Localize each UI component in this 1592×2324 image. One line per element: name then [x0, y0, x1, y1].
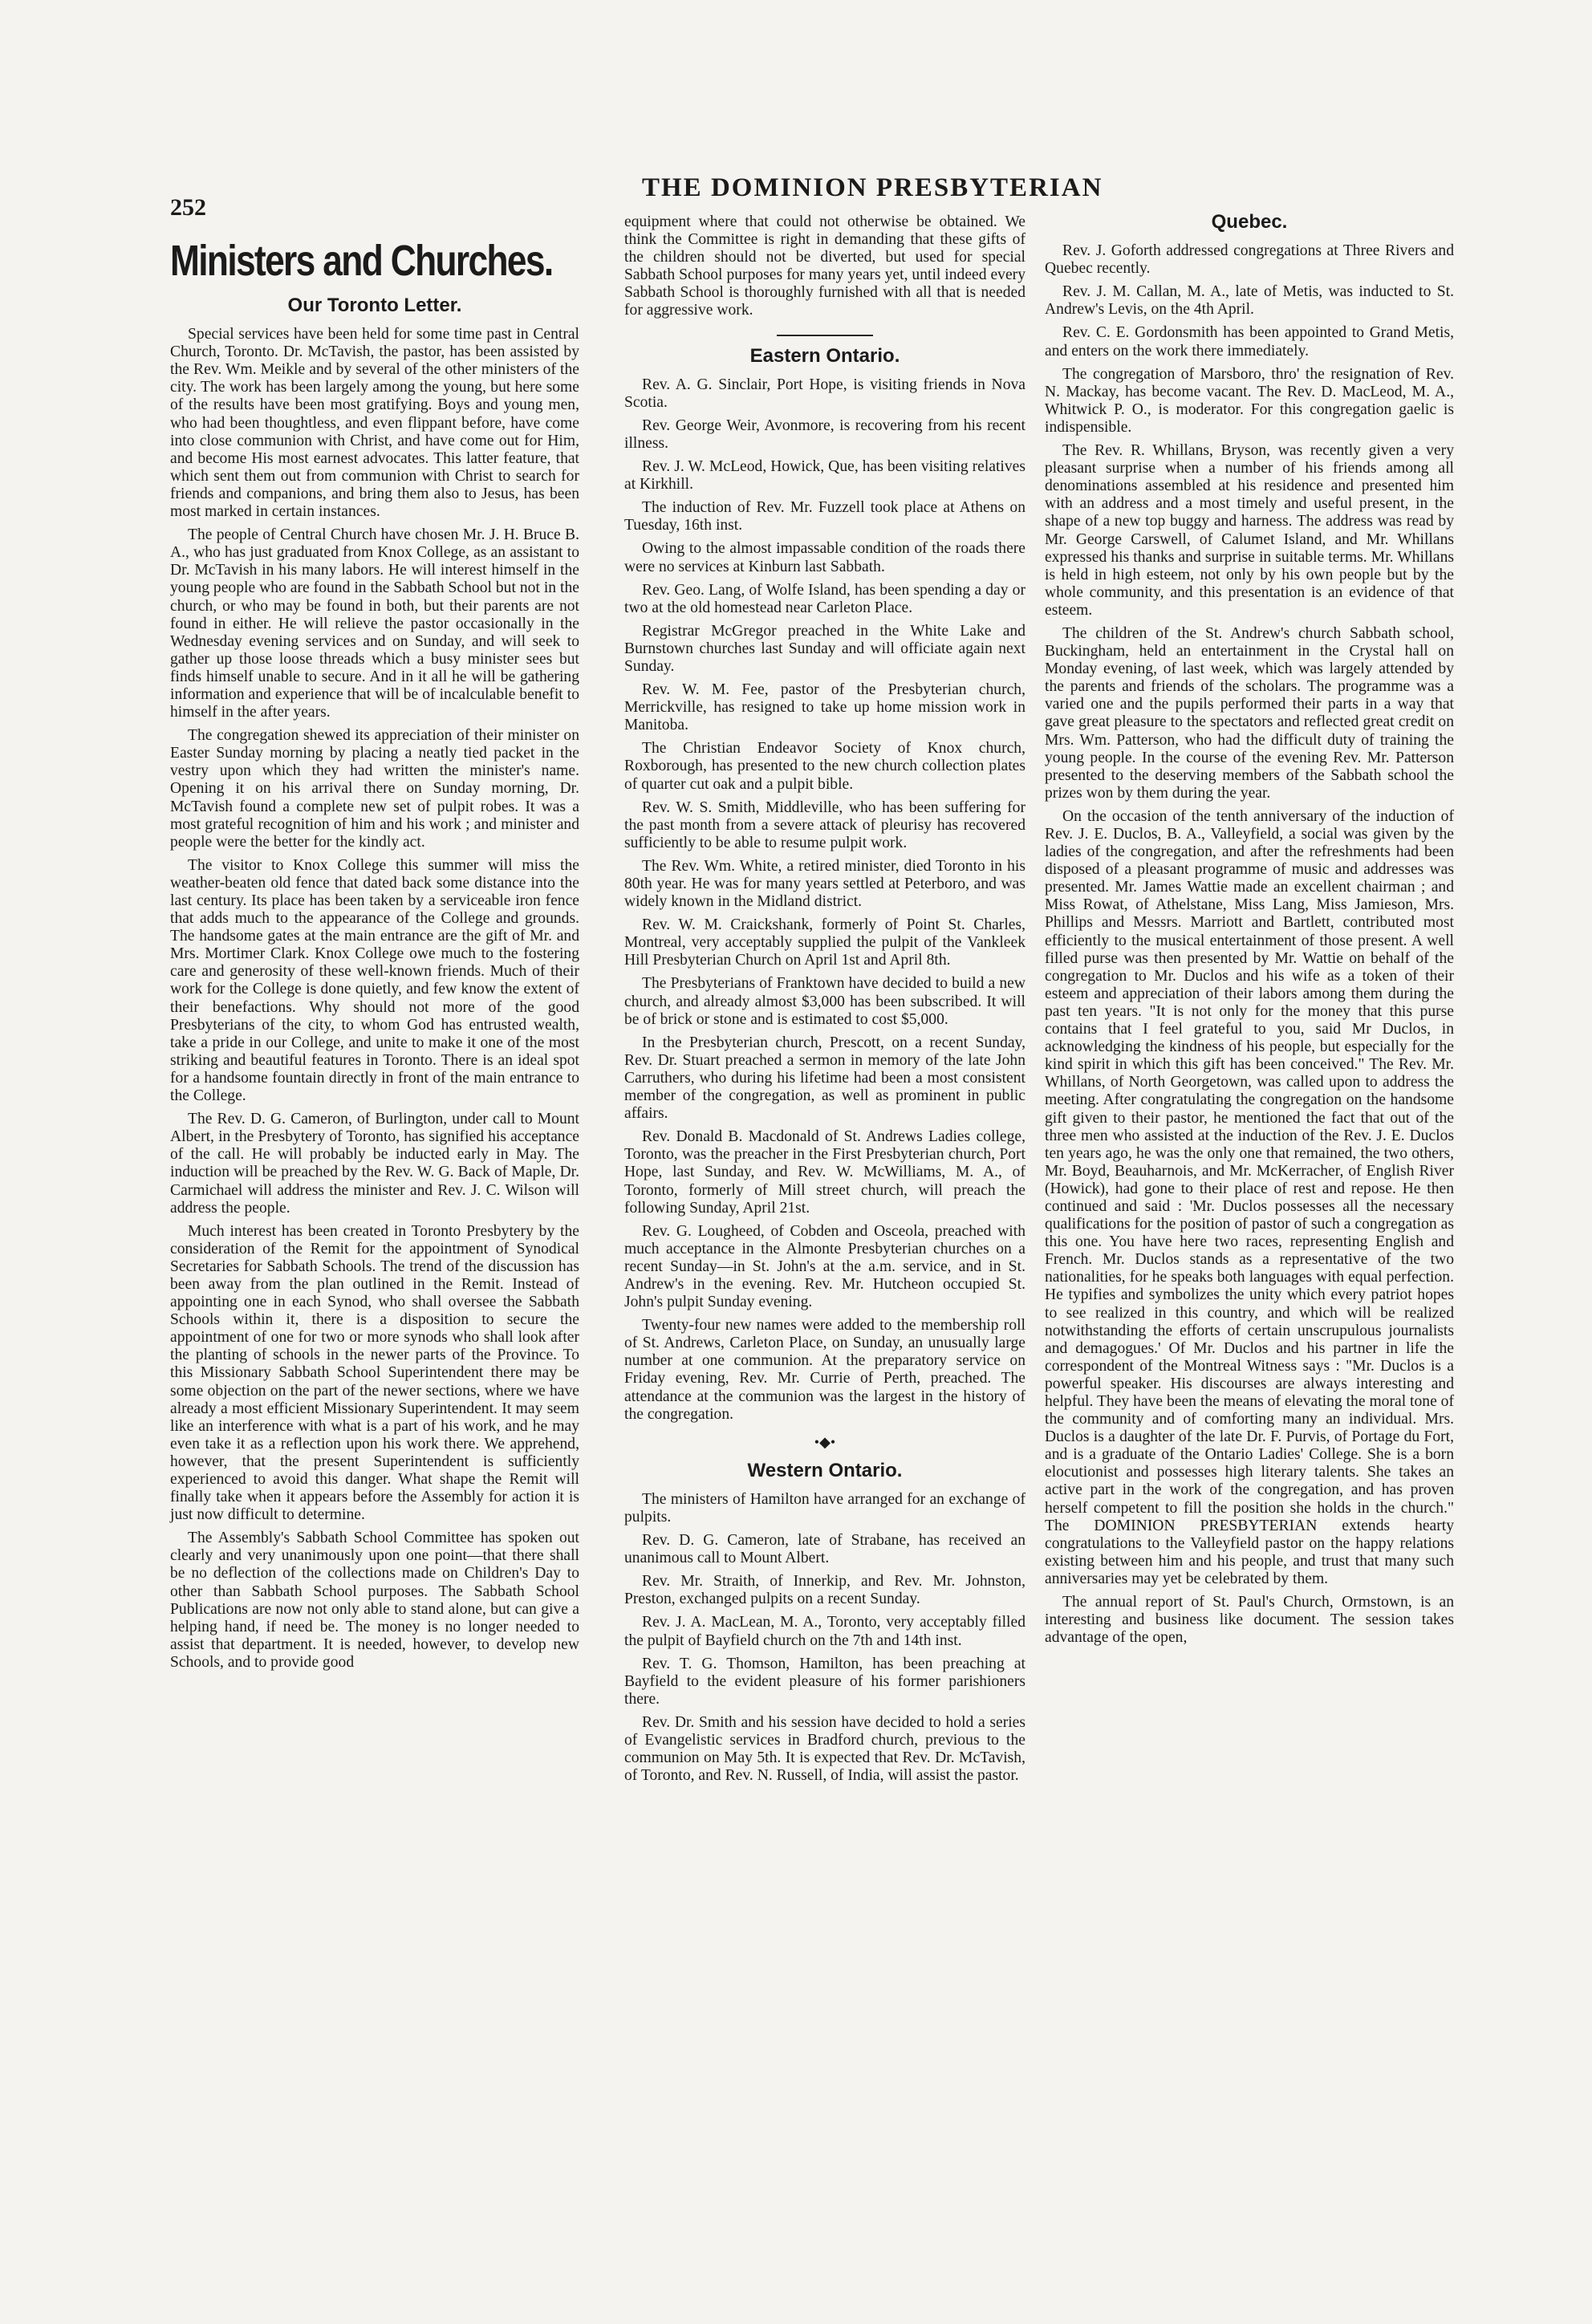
news-item: Rev. Dr. Smith and his session have decided to hold a series of Evangelistic services in Bradford church, previous to the communion on May 5th. It is expected that Rev. Dr. McTavish, of Toronto, and Rev. N. Russell, of India, will assist the pastor. — [624, 1713, 1025, 1785]
news-item: The congregation of Marsboro, thro' the resignation of Rev. N. Mackay, has become vacant. The Rev. D. MacLeod, M. A., Whitwick P. O., is moderator. For this congregation gaelic is indispensible. — [1045, 365, 1454, 436]
ornament-divider: •◆• — [814, 1433, 836, 1450]
news-item: Rev. W. S. Smith, Middleville, who has been suffering for the past month from a severe attack of pleurisy has recovered sufficiently to be able to resume pulpit work. — [624, 798, 1025, 851]
paragraph: The Rev. D. G. Cameron, of Burlington, under call to Mount Albert, in the Presbytery of Toronto, has signified his acceptance of the call. He will probably be inducted early in May. The induction will be preached by the Rev. W. G. Back of Maple, Dr. Carmichael will address the minister and Rev. J. C. Wilson will address the people. — [170, 1111, 579, 1217]
news-item: The annual report of St. Paul's Church, Ormstown, is an interesting and business like document. The session takes advantage of the open, — [1045, 1594, 1454, 1647]
news-item: Rev. Geo. Lang, of Wolfe Island, has been spending a day or two at the old homestead near Carleton Place. — [624, 581, 1025, 616]
news-item: Rev. W. M. Craickshank, formerly of Point St. Charles, Montreal, very acceptably supplied the pulpit of the Vankleek Hill Presbyterian Church on April 1st and April 8th. — [624, 916, 1025, 969]
section-title: Ministers and Churches. — [170, 237, 553, 285]
divider — [777, 335, 873, 336]
paragraph: The Assembly's Sabbath School Committee has spoken out clearly and very unanimously upon one point—that there shall be no deflection of the collections made on Children's Day to other than Sabbath School purposes. The Sabbath School Publications are now not only able to stand alone, but can give a helping hand, if need be. The money is no longer needed to assist that department. It is needed, however, to develop new Schools, and to provide good — [170, 1530, 579, 1671]
news-item: Rev. A. G. Sinclair, Port Hope, is visiting friends in Nova Scotia. — [624, 376, 1025, 411]
paragraph: equipment where that could not otherwise be obtained. We think the Committee is right in demanding that these gifts of the children should not be diverted, but used for special Sabbath School purposes for many years yet, until indeed every Sabbath School is thoroughly furnished with all that is needed for aggressive work. — [624, 213, 1025, 319]
column-2 — [624, 213, 1025, 1790]
news-item: The Presbyterians of Franktown have decided to build a new church, and already almost $3,000 has been subscribed. It will be of brick or stone and is estimated to cost $5,000. — [624, 975, 1025, 1028]
quebec-heading: Quebec. — [1211, 211, 1288, 233]
news-item: Rev. D. G. Cameron, late of Strabane, has received an unanimous call to Mount Albert. — [624, 1532, 1025, 1567]
paragraph: Special services have been held for some time past in Central Church, Toronto. Dr. McTavish, the pastor, has been assisted by the Rev. Wm. Meikle and by several of the other ministers of the city. The work has been largely among the young, but here some of the results have been most gratifying. Boys and young men, who had been thoughtless, and even flippant before, have come into close communion with Christ, and have come out for Him, and become His most earnest advocates. This latter feature, that which sent them out from communion with Christ to search for friends and companions, and bring them also to Jesus, has been most marked in certain instances. — [170, 326, 579, 521]
page-number: 252 — [170, 194, 206, 221]
news-item: On the occasion of the tenth anniversary of the induction of Rev. J. E. Duclos, B. A., Valleyfield, a social was given by the ladies of the congregation, and after the refreshments had been disposed of a pleasant programme of music and addresses was presented. Mr. James Wattie made an excellent chairman ; and Miss Rowat, of Athelstane, Miss Lang, Miss Jamieson, Mrs. Phillips and Messrs. Marriott and Bartlett, contributed most efficiently to the musical entertainment of those present. A well filled purse was then presented by Mr. Wattie on behalf of the congregation to Mr. Duclos and his wife as a token of their esteem and appreciation of their labors among them during the past ten years. "It is not only for the money that this purse contains that I feel grateful to you, said Mr Duclos, in acknowledging the kindness of his people, but especially for the kind spirit in which this gift has been conceived." The Rev. Mr. Whillans, of North Georgetown, was called upon to address the meeting. After congratulating the congregation on the handsome gift given to their pastor, he mentioned the fact that out of the three men who assisted at the induction of the Rev. J. E. Duclos ten years ago, he was the only one that remained, the two others, Mr. Boyd, Beauharnois, and Mr. McKerracher, of English River (Howick), had gone to their place of rest and repose. He then continued and said : 'Mr. Duclos possesses all the necessary qualifications for the position of pastor of such a congregation as this one. You have here two races, representing English and French. Mr. Duclos stands as a representative of the two nationalities, for he speaks both languages with equal perfection. He typifies and symbolizes the unity which every patriot hopes to see realized in this country, and which will be realized notwithstanding the efforts of certain unscrupulous journalists and demagogues.' Of Mr. Duclos and his partner in life the correspondent of the Montreal Witness says : "Mr. Duclos is a powerful speaker. His discourses are always interesting and helpful. They have been the means of elevating the moral tone of the community and of comforting many an individual. Mrs. Duclos is a daughter of the late Dr. F. Purvis, of Portage du Fort, and is a graduate of the Ontario Ladies' College. She is a born elocutionist and possesses high literary talents. She takes an active part in the work of the congregation, and has proven herself competent to fill the position she holds in the church." The DOMINION PRESBYTERIAN extends hearty congratulations to the Valleyfield pastor on the happy relations existing between him and his people, and trust that many such anniversaries may yet be celebrated by them. — [1045, 807, 1454, 1587]
news-item: Rev. J. Goforth addressed congregations at Three Rivers and Quebec recently. — [1045, 242, 1454, 278]
eastern-ontario-heading: Eastern Ontario. — [749, 344, 900, 367]
news-item: In the Presbyterian church, Prescott, on a recent Sunday, Rev. Dr. Stuart preached a sermon in memory of the late John Carruthers, who during his lifetime had been a most consistent member of the congregation, as well as prominent in public affairs. — [624, 1034, 1025, 1123]
news-item: Rev. T. G. Thomson, Hamilton, has been preaching at Bayfield to the evident pleasure of his former parishioners there. — [624, 1655, 1025, 1708]
paragraph: Much interest has been created in Toronto Presbytery by the consideration of the Remit for the appointment of Synodical Secretaries for Sabbath Schools. The trend of the discussion has been away from the plan outlined in the Remit. Instead of appointing one in each Synod, who shall oversee the Sabbath Schools within it, there is a disposition to secure the appointment of one for two or more synods who shall look after the planting of schools in the newer parts of the Province. To this Missionary Sabbath School Superintendent there may be some objection on the part of the newer sections, where we have already a most efficient Missionary Superintendent. It may seem like an interference with what is a part of his work, and he may even take it as a reflection upon his work there. We apprehend, however, that the present Superintendent is sufficiently experienced to avoid this danger. What shape the Remit will finally take when it appears before the Assembly for action it is just now difficult to determine. — [170, 1222, 579, 1524]
news-item: Rev. J. M. Callan, M. A., late of Metis, was inducted to St. Andrew's Levis, on the 4th April. — [1045, 283, 1454, 319]
news-item: Rev. C. E. Gordonsmith has been appointed to Grand Metis, and enters on the work there immediately. — [1045, 324, 1454, 360]
paragraph: The congregation shewed its appreciation of their minister on Easter Sunday morning by placing a neatly tied packet in the vestry upon which they had written the minister's name. Opening it on his arrival there on Sunday morning, Dr. McTavish found a complete new set of pulpit robes. It was a most grateful recognition of him and his work ; and minister and people were the better for the kindly act. — [170, 727, 579, 851]
news-item: Twenty-four new names were added to the membership roll of St. Andrews, Carleton Place, on Sunday, an unusually large number at one communion. At the preparatory service on Friday evening, Rev. Mr. Currie of Perth, preached. The attendance at the communion was the largest in the history of the congregation. — [624, 1317, 1025, 1423]
news-item: The ministers of Hamilton have arranged for an exchange of pulpits. — [624, 1490, 1025, 1526]
news-item: Rev. Mr. Straith, of Innerkip, and Rev. Mr. Johnston, Preston, exchanged pulpits on a recent Sunday. — [624, 1573, 1025, 1608]
news-item: The induction of Rev. Mr. Fuzzell took place at Athens on Tuesday, 16th inst. — [624, 499, 1025, 534]
news-item: Owing to the almost impassable condition of the roads there were no services at Kinburn last Sabbath. — [624, 540, 1025, 575]
news-item: The Rev. R. Whillans, Bryson, was recently given a very pleasant surprise when a number of his friends among all denominations assembled at his residence and presented him with an address and a most timely and useful present, in the shape of a new top buggy and harness. The address was read by Mr. George Carswell, of Calumet Island, and Mr. Whillans expressed his thanks and surprise in suitable terms. Mr. Whillans is held in high esteem, not only by his own people but by the whole community, and this presentation is an evidence of that esteem. — [1045, 442, 1454, 619]
news-item: Rev. G. Lougheed, of Cobden and Osceola, preached with much acceptance in the Almonte Presbyterian churches on a recent Sunday—in St. John's at the a.m. service, and in St. Andrew's in the evening. Rev. Mr. Hutcheon occupied St. John's pulpit Sunday evening. — [624, 1222, 1025, 1311]
paragraph: The people of Central Church have chosen Mr. J. H. Bruce B. A., who has just graduated from Knox College, as an assistant to Dr. McTavish in his many labors. He will interest himself in the young people who are found in the Sabbath School but not in the church, or who may be found in both, but their parents are not found in either. He will relieve the pastor occasionally in the Wednesday evening services and on Sunday, and will seek to gather up those loose threads which a busy minister sees but finds himself unable to secure. And in it all he will be gathering information and experience that will be of incalculable benefit to himself in the after years. — [170, 526, 579, 721]
column-3 — [1045, 213, 1454, 1652]
running-head: THE DOMINION PRESBYTERIAN — [642, 173, 1103, 202]
toronto-letter-heading: Our Toronto Letter. — [287, 295, 462, 316]
paragraph: The visitor to Knox College this summer will miss the weather-beaten old fence that dated back some distance into the last century. Its place has been taken by a serviceable iron fence that adds much to the appearance of the College and grounds. The handsome gates at the main entrance are the gift of Mr. and Mrs. Mortimer Clark. Knox College owe much to the fostering care and generosity of these well-known friends. Much of their work for the College is done quietly, and few know the extent of their benefactions. Why should not more of the good Presbyterians of the city, to whom God has entrusted wealth, take a pride in our College, and unite to make it one of the most striking and beautiful features in Toronto. There is an ideal spot for a handsome fountain directly in front of the main entrance to the College. — [170, 856, 579, 1105]
news-item: The Christian Endeavor Society of Knox church, Roxborough, has presented to the new church collection plates of quarter cut oak and a pulpit bible. — [624, 740, 1025, 793]
news-item: Rev. J. W. McLeod, Howick, Que, has been visiting relatives at Kirkhill. — [624, 458, 1025, 494]
news-item: Rev. J. A. MacLean, M. A., Toronto, very acceptably filled the pulpit of Bayfield church on the 7th and 14th inst. — [624, 1614, 1025, 1649]
western-ontario-heading: Western Ontario. — [747, 1459, 903, 1481]
news-item: The children of the St. Andrew's church Sabbath school, Buckingham, held an entertainment in the Crystal hall on Monday evening, of last week, which was largely attended by the parents and friends of the scholars. The programme was a varied one and the pupils performed their parts in a way that gave great pleasure to the spectators and reflected great credit on Mrs. Wm. Patterson, who had the difficult duty of training the young people. In the course of the evening Rev. Mr. Patterson presented to the deserving members of the Sabbath school the prizes won by them during the year. — [1045, 624, 1454, 802]
news-item: The Rev. Wm. White, a retired minister, died Toronto in his 80th year. He was for many years settled at Peterboro, and was widely known in the Midland district. — [624, 857, 1025, 911]
column-1 — [170, 213, 579, 1677]
news-item: Rev. George Weir, Avonmore, is recovering from his recent illness. — [624, 416, 1025, 452]
news-item: Registrar McGregor preached in the White Lake and Burnstown churches last Sunday and will officiate again next Sunday. — [624, 622, 1025, 675]
news-item: Rev. Donald B. Macdonald of St. Andrews Ladies college, Toronto, was the preacher in the First Presbyterian church, Port Hope, last Sunday, and Rev. W. McWilliams, M. A., of Toronto, formerly of Mill street church, will preach the following Sunday, April 21st. — [624, 1128, 1025, 1217]
news-item: Rev. W. M. Fee, pastor of the Presbyterian church, Merrickville, has resigned to take up home mission work in Manitoba. — [624, 681, 1025, 734]
